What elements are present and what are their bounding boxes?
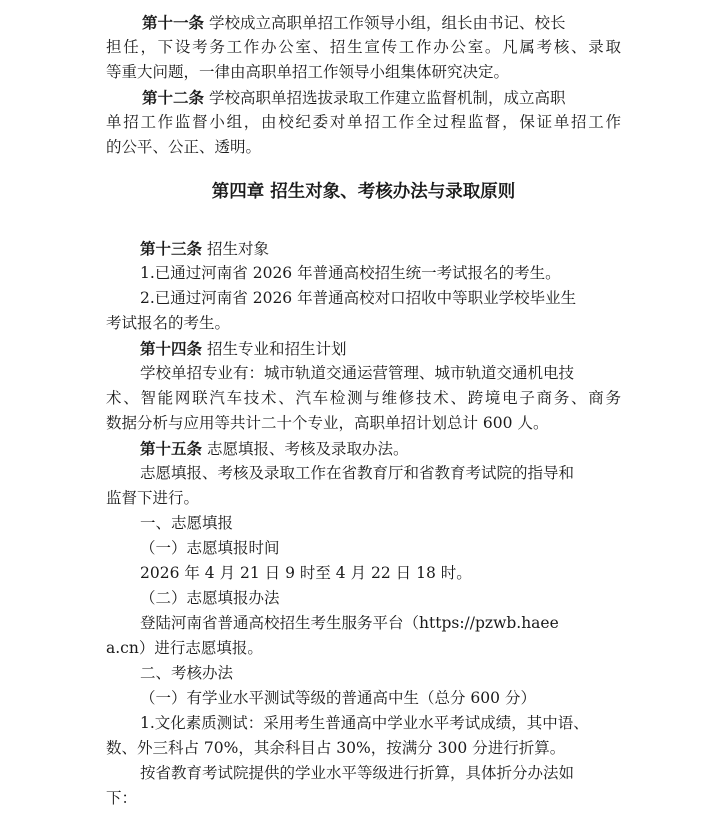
section-1-heading: 一、志愿填报 [140,514,234,532]
article-14-line-2: 术、智能网联汽车技术、汽车检测与维修技术、跨境电子商务、商务 [106,389,621,407]
article-11-line-1 [106,10,621,35]
article-14-heading [106,336,621,361]
article-12-label: 第十二条 [142,88,205,107]
article-15-line-2: 监督下进行。 [106,489,200,507]
article-15-line-1: 志愿填报、考核及录取工作在省教育厅和省教育考试院的指导和 [140,464,575,482]
article-12-line-3: 的公平、公正、透明。 [106,138,262,156]
article-11-label: 第十一条 [142,13,205,32]
article-14-label: 第十四条 [140,339,203,358]
section-1-2-text-line-2: a.cn）进行志愿填报。 [106,639,263,657]
article-14-line-1: 学校单招专业有：城市轨道交通运营管理、城市轨道交通机电技 [140,364,575,382]
article-14-line-3: 数据分析与应用等共计二十个专业，高职单招计划总计 600 人。 [106,414,549,432]
article-13-item-2-line-1: 2.已通过河南省 2026 年普通高校对口招收中等职业学校毕业生 [140,289,577,307]
section-2-1-heading: （一）有学业水平测试等级的普通高中生（总分 600 分） [140,689,536,707]
article-12-text: 学校高职单招选拔录取工作建立监督机制，成立高职 [208,89,566,107]
article-12-line-2: 单招工作监督小组，由校纪委对单招工作全过程监督，保证单招工作 [106,113,621,131]
article-13-item-1: 1.已通过河南省 2026 年普通高校招生统一考试报名的考生。 [140,264,561,282]
article-13-heading [106,236,621,261]
section-1-2-text-line-1: 登陆河南省普通高校招生考生服务平台（https://pzwb.haee [140,614,559,632]
article-15-label: 第十五条 [140,439,203,458]
article-11-line-3: 等重大问题，一律由高职单招工作领导小组集体研究决定。 [106,63,510,81]
article-15-title: 志愿填报、考核及录取办法。 [206,440,409,458]
article-14-title: 招生专业和招生计划 [206,340,347,358]
article-11-text: 学校成立高职单招工作领导小组，组长由书记、校长 [208,14,566,32]
section-2-heading: 二、考核办法 [140,664,234,682]
section-1-1-heading: （一）志愿填报时间 [140,539,280,557]
chapter-4-heading: 第四章 招生对象、考核办法与录取原则 [211,182,516,202]
section-2-1-text-line-1: 1.文化素质测试：采用考生普通高中学业水平考试成绩，其中语、 [140,714,589,732]
article-11-line-2: 担任，下设考务工作办公室、招生宣传工作办公室。凡属考核、录取 [106,38,621,56]
article-13-label: 第十三条 [140,239,203,258]
section-2-1-text-line-2: 数、外三科占 70%，其余科目占 30%，按满分 300 分进行折算。 [106,739,566,757]
article-13-item-2-line-2: 考试报名的考生。 [106,314,231,332]
article-13-title: 招生对象 [206,240,269,258]
article-12-line-1 [106,85,621,110]
section-2-1-text-line-3: 按省教育考试院提供的学业水平等级进行折算，具体折分办法如 [140,764,575,782]
section-1-2-heading: （二）志愿填报办法 [140,589,280,607]
section-2-1-text-line-4: 下： [106,789,138,807]
article-15-heading [106,436,621,461]
section-1-1-text: 2026 年 4 月 21 日 9 时至 4 月 22 日 18 时。 [140,564,472,582]
